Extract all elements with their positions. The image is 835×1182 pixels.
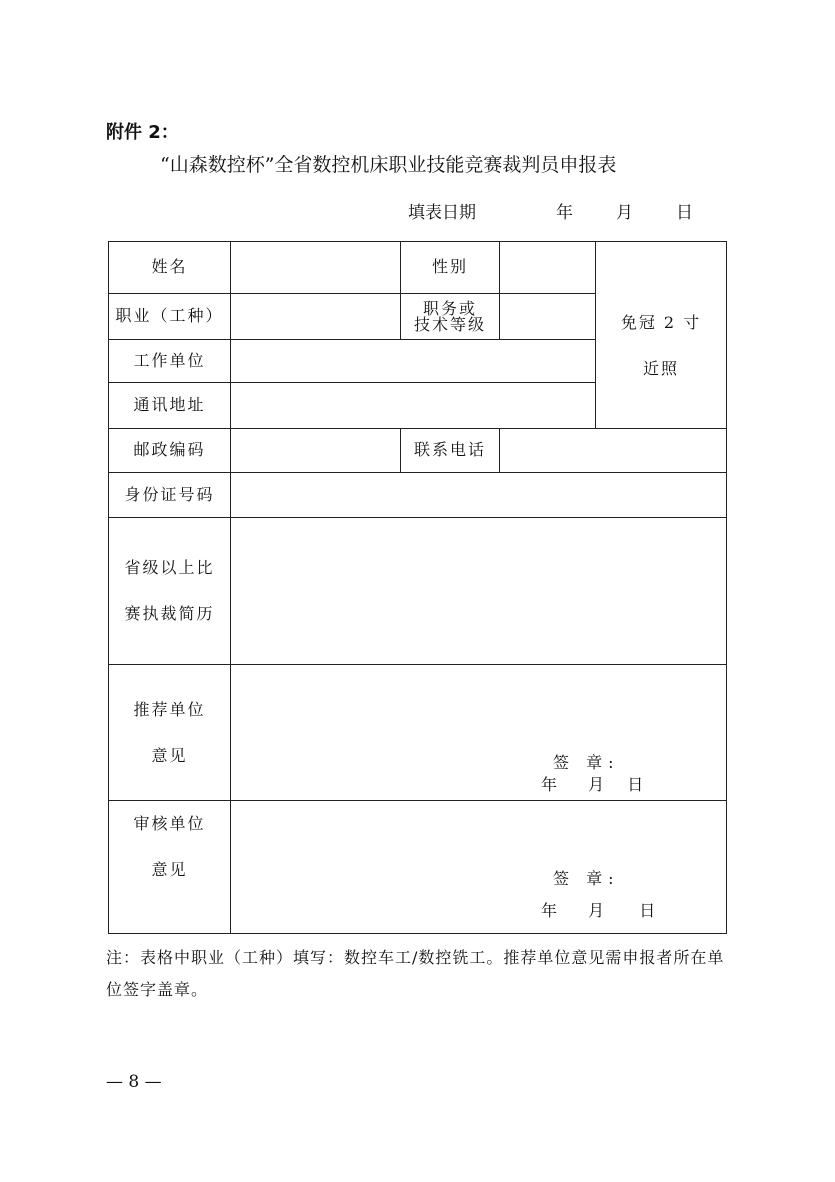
name-field[interactable] [231,242,401,294]
experience-label-line2: 赛执裁简历 [124,604,215,623]
recommend-date [541,775,645,796]
postcode-label: 邮政编码 [109,429,231,473]
application-form-table [108,241,727,934]
recommend-date-month: 月 [588,775,607,794]
position-label-line2: 技术等级 [413,314,486,334]
phone-field[interactable] [500,429,727,473]
review-opinion-label [109,801,231,934]
attachment-label: 附件 2： [106,122,179,143]
photo-box[interactable] [596,242,727,429]
address-field[interactable] [231,383,596,429]
position-label [401,294,500,340]
postcode-field[interactable] [231,429,401,473]
review-date-year: 年 [541,901,560,920]
experience-field[interactable] [231,518,727,665]
review-date-day: 日 [639,901,658,920]
page-number: — 8 — [106,1072,162,1092]
phone-label: 联系电话 [401,429,500,473]
review-date-month: 月 [588,901,607,920]
recommend-label-line1: 推荐单位 [133,699,206,719]
address-label: 通讯地址 [109,383,231,429]
occupation-label: 职业（工种） [109,294,231,340]
review-opinion-field[interactable] [231,801,727,934]
name-label: 姓名 [109,242,231,294]
fill-date-month: 月 [616,203,633,223]
recommend-opinion-field[interactable] [231,665,727,801]
id-number-label: 身份证号码 [109,473,231,518]
review-label-line1: 审核单位 [133,814,206,833]
occupation-field[interactable] [231,294,401,340]
gender-field[interactable] [500,242,596,294]
workplace-label: 工作单位 [109,340,231,383]
recommend-opinion-label [109,665,231,801]
form-title: “山森数控杯”全省数控机床职业技能竞赛裁判员申报表 [160,154,617,176]
fill-date-day: 日 [676,203,693,223]
recommend-signature-label: 签 章: [553,753,620,772]
experience-label-line1: 省级以上比 [124,558,215,577]
id-number-field[interactable] [231,473,727,518]
review-signature-label: 签 章: [553,869,620,888]
fill-date-label: 填表日期 [408,203,476,223]
review-date [541,901,657,922]
recommend-date-year: 年 [541,775,560,794]
fill-date-year: 年 [556,203,573,223]
footnote: 注：表格中职业（工种）填写：数控车工/数控铣工。推荐单位意见需申报者所在单位签字盖章。 [106,948,725,999]
position-field[interactable] [500,294,596,340]
photo-label-line1: 免冠 2 寸 [620,313,702,332]
workplace-field[interactable] [231,340,596,383]
review-label-line2: 意见 [151,860,188,879]
photo-label-line2: 近照 [642,359,679,378]
recommend-label-line2: 意见 [151,745,188,765]
position-label-line1: 职务或 [422,298,477,318]
experience-label [109,518,231,665]
gender-label: 性别 [401,242,500,294]
recommend-date-day: 日 [627,775,646,794]
